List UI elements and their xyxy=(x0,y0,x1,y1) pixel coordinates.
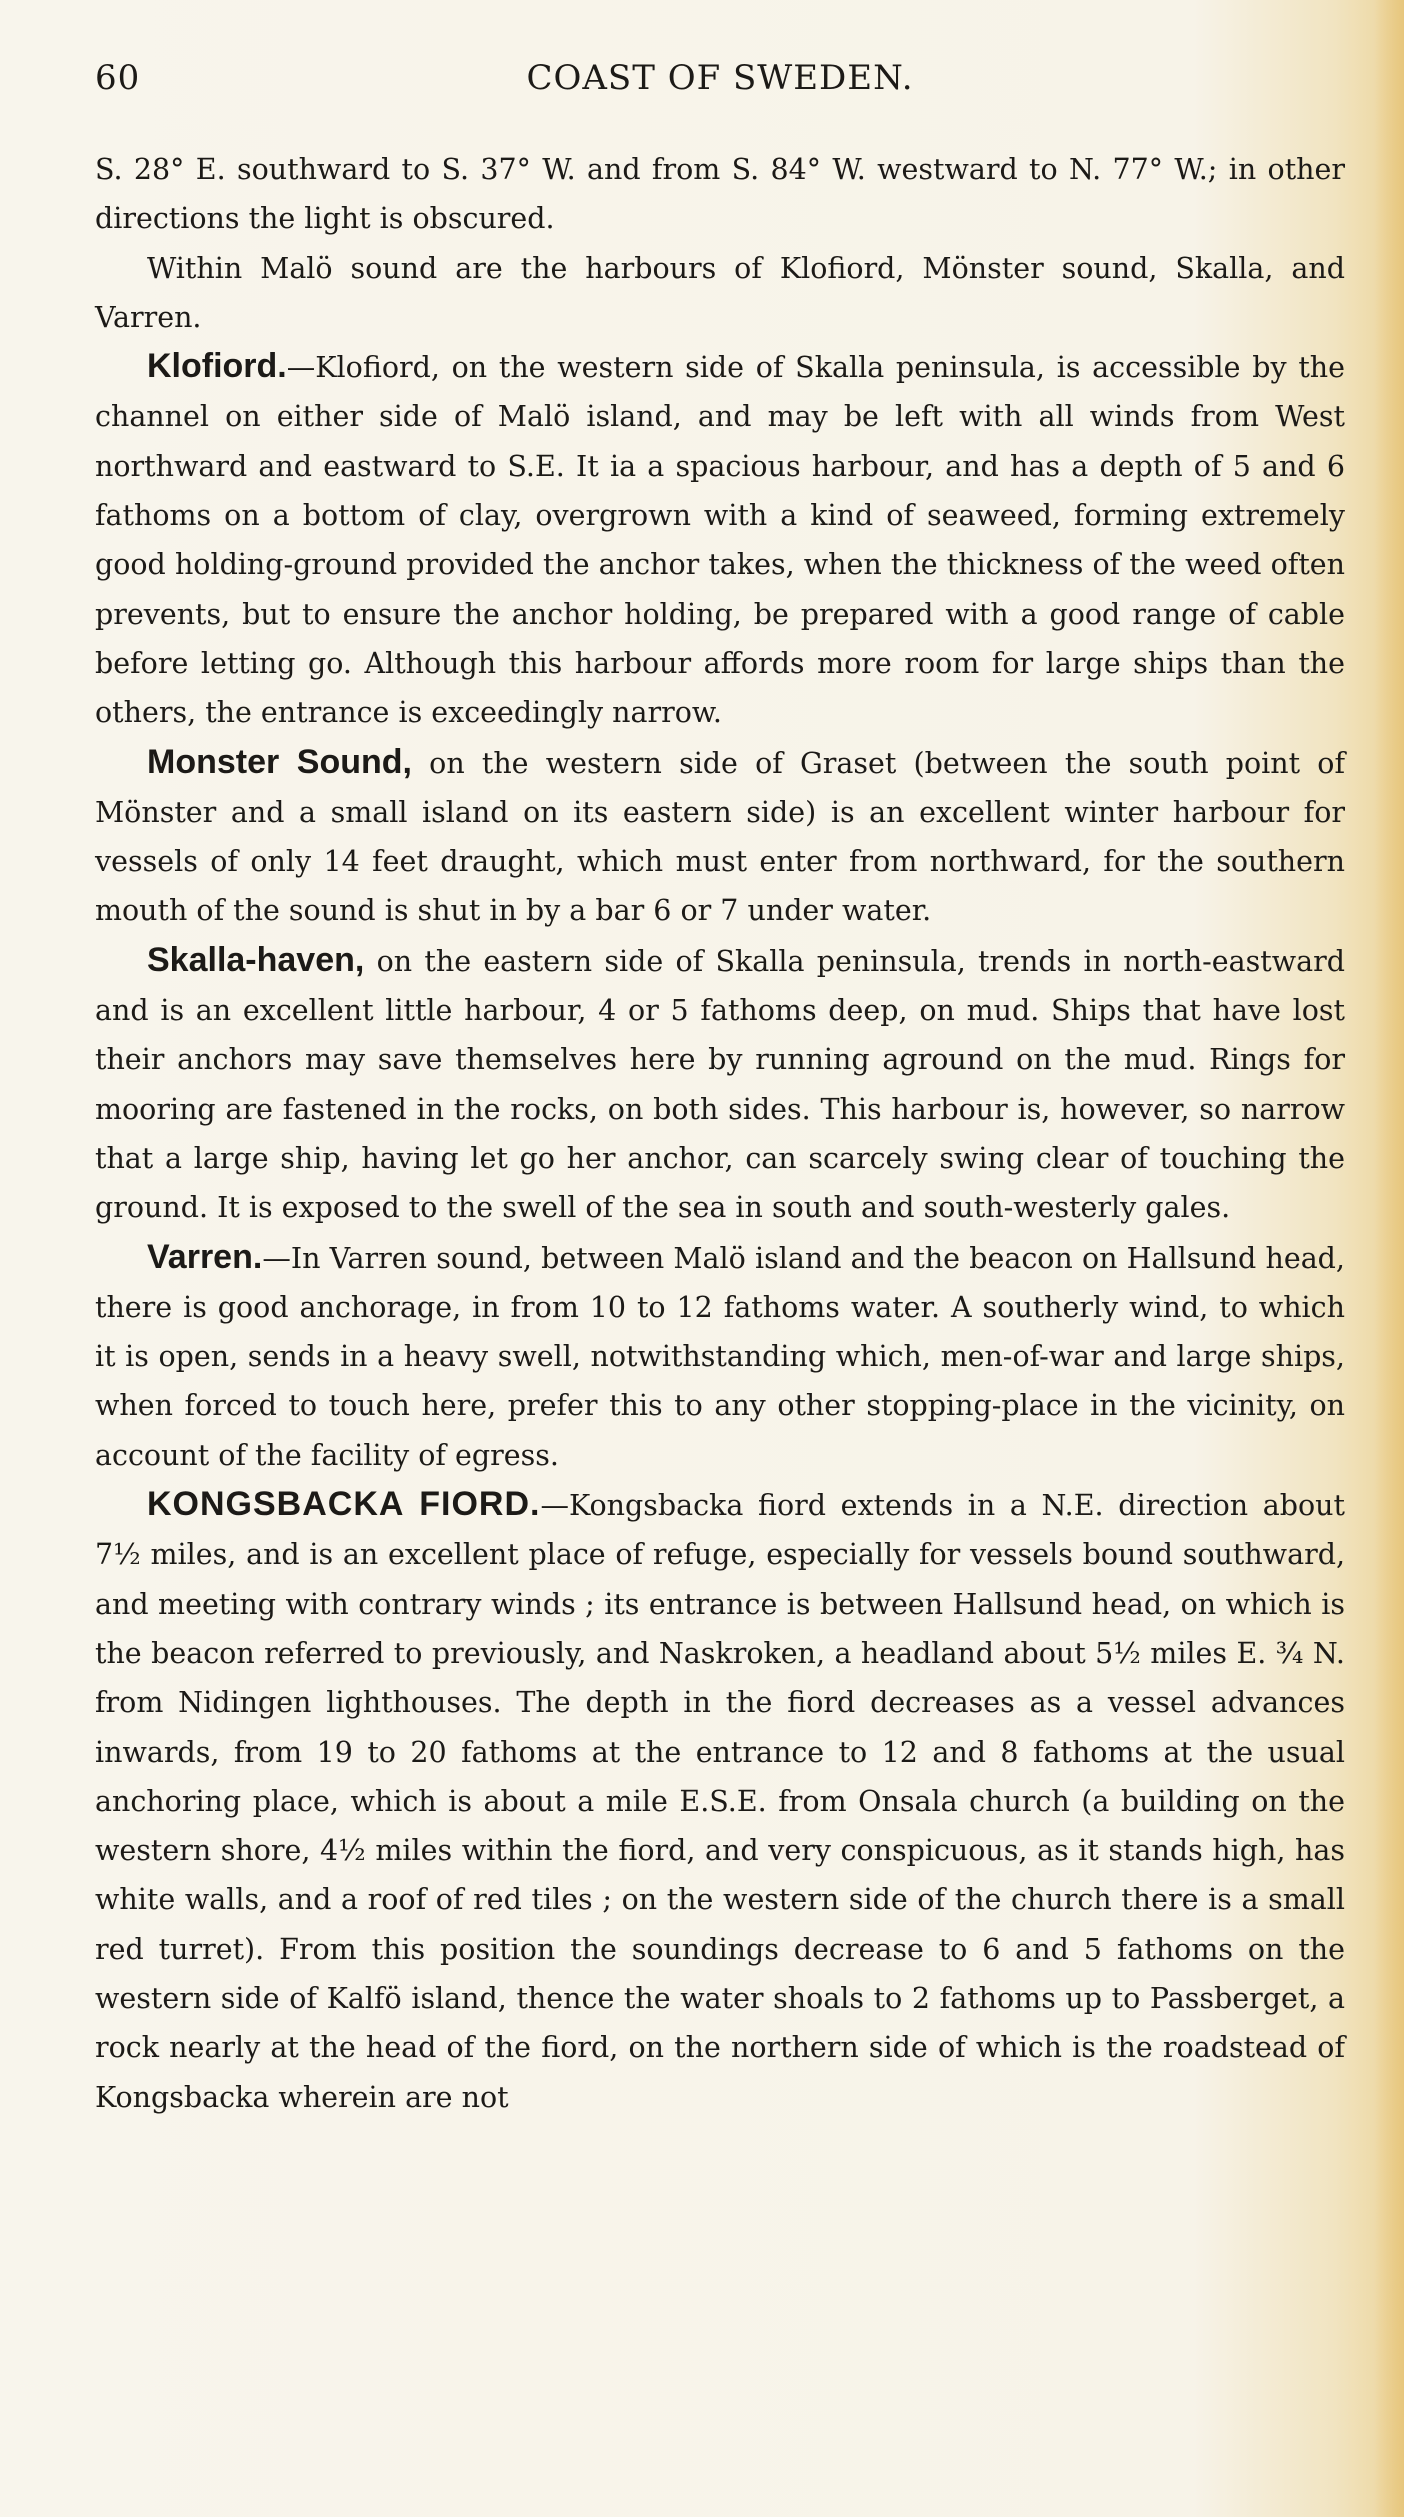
paragraph-varren xyxy=(95,1233,1345,1480)
paragraph-kongsbacka-fiord xyxy=(95,1480,1345,2122)
paragraph-text: —Kongsbacka fiord extends in a N.E. direction about 7½ miles, and is an excellent place of refuge, especially for vessels bound southward, and meeting with contrary winds ; its entrance is between Hallsund head, on which is the beacon referred to previously, and Naskroken, a headland about 5½ miles E. ¾ N. from Nidingen lighthouses. The depth in the fiord decreases as a vessel advances inwards, from 19 to 20 fathoms at the entrance to 12 and 8 fathoms at the usual anchoring place, which is about a mile E.S.E. from Onsala church (a building on the western shore, 4½ miles within the fiord, and very conspicuous, as it stands high, has white walls, and a roof of red tiles ; on the western side of the church there is a small red turret). From this position the soundings decrease to 6 and 5 fathoms on the western side of Kalfö island, thence the water shoals to 2 fathoms up to Passberget, a rock nearly at the head of the fiord, on the northern side of which is the roadstead of Kongsbacka wherein are not xyxy=(95,1489,1345,2114)
paragraph-text: Within Malö sound are the harbours of Klofiord, Mönster sound, Skalla, and Varren. xyxy=(95,251,1345,334)
paragraph-monster-sound xyxy=(95,738,1345,936)
page-number: 60 xyxy=(95,58,141,98)
paragraph-text: on the western side of Graset (between the south point of Mönster and a small island on its eastern side) is an excellent winter harbour for vessels of only 14 feet draught, which must enter from northward, for the southern mouth of the sound is shut in by a bar 6 or 7 under water. xyxy=(95,746,1345,928)
section-heading-klofiord: Klofiord. xyxy=(147,347,287,386)
page-edge-shading xyxy=(1374,0,1404,2517)
section-heading-skalla-haven: Skalla-haven, xyxy=(147,940,365,979)
paragraph-text: S. 28° E. southward to S. 37° W. and from S. 84° W. westward to N. 77° W.; in other directions the light is obscured. xyxy=(95,153,1345,236)
running-title: COAST OF SWEDEN. xyxy=(526,58,914,98)
paragraph-text: on the eastern side of Skalla peninsula, trends in north-eastward and is an excellent little harbour, 4 or 5 fathoms deep, on mud. Ships that have lost their anchors may save themselves here by running aground on the mud. Rings for mooring are fastened in the rocks, on both sides. This harbour is, however, so narrow that a large ship, having let go her anchor, can scarcely swing clear of touching the ground. It is exposed to the swell of the sea in south and south-westerly gales. xyxy=(95,944,1345,1225)
paragraph-skalla-haven xyxy=(95,936,1345,1233)
paragraph-light-sectors xyxy=(95,145,1345,244)
section-heading-varren: Varren. xyxy=(147,1237,263,1276)
page-header xyxy=(95,58,1345,108)
paragraph-malo-sound-harbours xyxy=(95,244,1345,343)
paragraph-text: —Klofiord, on the western side of Skalla peninsula, is accessible by the channel on either side of Malö island, and may be left with all winds from West northward and eastward to S.E. It ia a spacious harbour, and has a depth of 5 and 6 fathoms on a bottom of clay, overgrown with a kind of seaweed, forming extremely good holding-ground provided the anchor takes, when the thickness of the weed often prevents, but to ensure the anchor holding, be prepared with a good range of cable before letting go. Although this harbour affords more room for large ships than the others, the entrance is exceedingly narrow. xyxy=(95,351,1345,730)
paragraph-text: —In Varren sound, between Malö island and the beacon on Hallsund head, there is good anchorage, in from 10 to 12 fathoms water. A southerly wind, to which it is open, sends in a heavy swell, notwithstanding which, men-of-war and large ships, when forced to touch here, prefer this to any other stopping-place in the vicinity, on account of the facility of egress. xyxy=(95,1241,1345,1472)
section-heading-monster-sound: Monster Sound, xyxy=(147,742,412,781)
body-text xyxy=(95,145,1345,2122)
paragraph-klofiord xyxy=(95,342,1345,737)
section-heading-kongsbacka-fiord: KONGSBACKA FIORD. xyxy=(147,1485,541,1524)
